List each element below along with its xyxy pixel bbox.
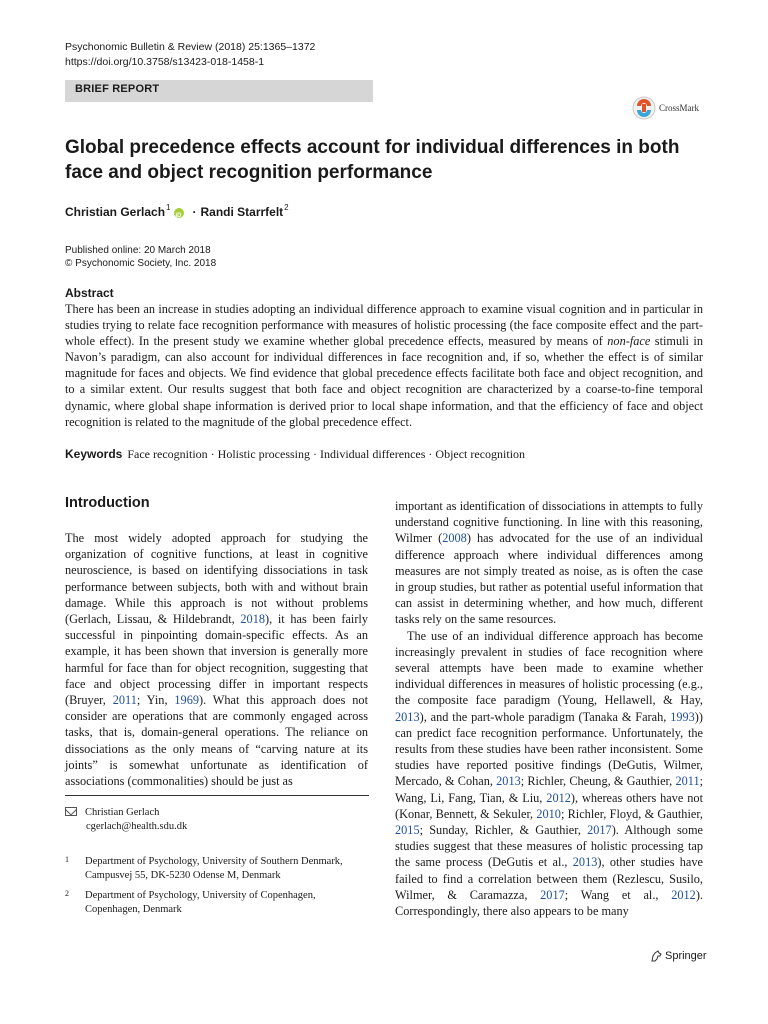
body-text: ; Richler, Floyd, & Gauthier, <box>560 806 703 821</box>
body-text: The use of an individual difference approach has become increasingly prevalent in studies of face recognition where several attempts have been made to examine whether individual differences in measures of holistic processing (e.g., the composite face paradigm (Young, Hellawell, & Hay, <box>395 628 703 708</box>
citation-link[interactable]: 2013 <box>572 855 598 870</box>
affiliation-number: 2 <box>65 889 69 898</box>
keyword-separator: · <box>428 447 433 461</box>
orcid-icon[interactable] <box>174 208 184 218</box>
abstract-emphasis: non-face <box>607 334 651 349</box>
crossmark-label: CrossMark <box>659 103 699 113</box>
keywords-line <box>65 447 525 462</box>
author-name[interactable]: Randi Starrfelt <box>200 205 284 219</box>
copyright-line: © Psychonomic Society, Inc. 2018 <box>65 258 217 269</box>
body-text: The most widely adopted approach for studying the organization of cognitive functions, at least in cognitive neuroscience, is based on identifying dissociations in task performance between subjects, both with and without brain damage. While this approach is not without problems (Gerlach, Lissau, & Hildebrandt, <box>65 531 368 627</box>
body-text: ; Richler, Cheung, & Gauthier, <box>520 774 676 789</box>
body-text: ). What this approach does not consider are operations that are commonly engaged across tasks, that is, domain-general operations. The reliance on dissociations as the only means of “carving nature at its joints” is somewhat unfortunate as identification of associations (commonalities) should be just as <box>65 693 368 789</box>
affiliation-number: 1 <box>65 855 69 864</box>
keyword: Face recognition <box>127 447 208 461</box>
keywords-heading: Keywords <box>65 447 123 461</box>
paragraph <box>65 530 368 789</box>
keyword-separator: · <box>313 447 317 461</box>
publisher-name: Springer <box>665 950 707 962</box>
abstract-text: There has been an increase in studies adopting an individual difference approach to examine visual cognition and in particular in studies trying to relate face recognition performance with measures of holistic processing (the face composite effect and the part-whole effect). In the present study we examine whether global precedence effects, measured by means of <box>65 302 703 349</box>
citation-link[interactable]: 1993 <box>670 709 695 724</box>
contact-email[interactable]: cgerlach@health.sdu.dk <box>86 820 188 832</box>
body-text: )) can predict face recognition performance. Unfortunately, the results from these studies have been rather inconsistent. Some studies have reported positive findings (DeGutis, Wilmer, Mercado, & Cohan, <box>395 709 703 789</box>
abstract-heading: Abstract <box>65 286 114 300</box>
body-text: important as identification of dissociations in attempts to fully understand cognitive functioning. In line with this reasoning, Wilmer ( <box>395 499 703 546</box>
corresponding-author <box>65 806 187 833</box>
author-name[interactable]: Christian Gerlach <box>65 205 166 219</box>
citation-link[interactable]: 2011 <box>675 774 700 789</box>
citation-link[interactable]: 2015 <box>395 823 420 838</box>
affiliation-line: Department of Psychology, University of Copenhagen, <box>85 890 316 901</box>
abstract-text: stimuli in Navon’s paradigm, can also account for individual differences in face recognition and, if so, whether the effect is of similar magnitude for faces and objects. We find evidence that global precedence effects facilitate both face and object recognition, and to a similar extent. Our results suggest that both face and object recognition are characterized by a coarse-to-fine temporal dynamic, where global shape information is derived prior to local shape information, and that the efficiency of face and object recognition is related to the magnitude of the global precedence effect. <box>65 334 703 429</box>
citation-link[interactable]: 2008 <box>442 531 467 546</box>
body-text: ). Correspondingly, there also appears to be many <box>395 887 703 919</box>
body-text: ; Wang et al., <box>564 887 672 902</box>
affiliation-marker: 1 <box>166 203 171 212</box>
body-text: ; Wang, Li, Fang, Tian, & Liu, <box>395 774 704 805</box>
keyword: Object recognition <box>435 447 526 461</box>
footnote-divider <box>65 795 369 796</box>
publisher-logo <box>650 950 707 962</box>
envelope-icon <box>65 807 77 816</box>
contact-name: Christian Gerlach <box>85 807 160 818</box>
body-text: ), it has been fairly successful in pinpointing domain-specific effects. As an example, it has been shown that inversion is generally more harmful for face than for object recognition, suggesting that face and object processing differ in important respects (Bruyer, <box>65 612 368 708</box>
body-column-left <box>65 530 368 789</box>
citation-link[interactable]: 2011 <box>112 693 137 708</box>
citation-link[interactable]: 2017 <box>540 887 565 902</box>
abstract-body <box>65 301 703 430</box>
affiliation-2 <box>65 889 316 916</box>
article-type-bar <box>65 80 373 102</box>
affiliation-1 <box>65 855 343 882</box>
body-text: ), other studies have failed to find a correlation between them (Rezlescu, Susilo, Wilmer, & Caramazza, <box>395 855 703 902</box>
citation-link[interactable]: 2012 <box>546 790 571 805</box>
body-text: ; Yin, <box>136 693 175 708</box>
affiliation-marker: 2 <box>284 203 289 212</box>
crossmark-icon <box>632 96 656 120</box>
citation-link[interactable]: 2017 <box>587 823 612 838</box>
author-list <box>65 204 289 220</box>
article-type-label: BRIEF REPORT <box>75 83 160 95</box>
citation-link[interactable]: 1969 <box>174 693 199 708</box>
paragraph <box>395 628 703 920</box>
journal-citation: Psychonomic Bulletin & Review (2018) 25:1365–1372 <box>65 41 316 53</box>
section-heading-introduction: Introduction <box>65 495 150 511</box>
publication-info <box>65 244 216 270</box>
keyword-separator: · <box>210 447 215 461</box>
body-text: ) has advocated for the use of an individual difference approach where individual differences among measures are not simply treated as noise, as is often the case in group studies, but rather as potential useful information that can assist in determining whether, and how much, different tasks rely on the same resources. <box>395 531 703 627</box>
citation-link[interactable]: 2018 <box>240 612 265 627</box>
published-date: Published online: 20 March 2018 <box>65 245 211 256</box>
keyword: Individual differences <box>320 447 426 461</box>
body-text: ; Sunday, Richler, & Gauthier, <box>419 823 588 838</box>
doi-link[interactable]: https://doi.org/10.3758/s13423-018-1458-1 <box>65 56 265 68</box>
affiliation-line: Department of Psychology, University of Southern Denmark, <box>85 856 343 867</box>
springer-horse-icon <box>650 950 662 962</box>
affiliation-line: Copenhagen, Denmark <box>85 903 182 915</box>
article-title: Global precedence effects account for individual differences in both face and object recognition performance <box>65 137 680 183</box>
citation-link[interactable]: 2013 <box>496 774 521 789</box>
body-text: ), and the part-whole paradigm (Tanaka & Farah, <box>419 709 671 724</box>
body-column-right <box>395 498 703 919</box>
keyword: Holistic processing <box>217 447 310 461</box>
citation-link[interactable]: 2013 <box>395 709 420 724</box>
body-text: ). Although some studies suggest that these measures of holistic processing tap the same process (DeGutis et al., <box>395 823 703 870</box>
paragraph <box>395 498 703 628</box>
body-text: ), whereas others have not (Konar, Bennett, & Sekuler, <box>395 790 703 821</box>
crossmark-badge[interactable] <box>632 94 744 122</box>
citation-link[interactable]: 2012 <box>671 887 696 902</box>
citation-link[interactable]: 2010 <box>536 806 561 821</box>
author-separator: · <box>192 205 197 219</box>
affiliation-line: Campusvej 55, DK-5230 Odense M, Denmark <box>85 869 281 881</box>
